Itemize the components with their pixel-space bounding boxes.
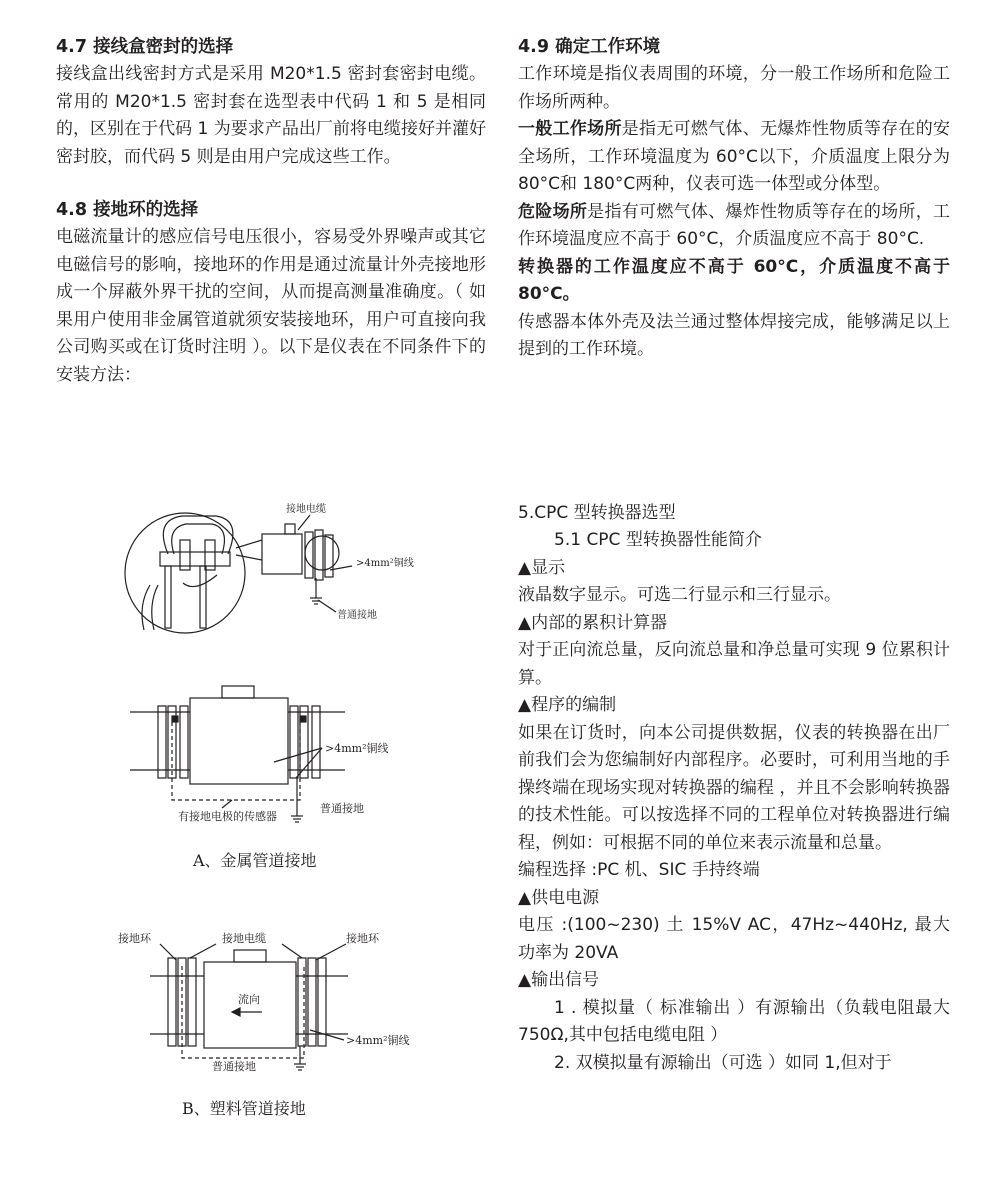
label-copper-wire: >4mm²铜线 (356, 558, 414, 569)
label-ground-cable-b: 接地电缆 (222, 932, 266, 945)
section-4-7-title: 4.7 接线盒密封的选择 (56, 37, 234, 57)
label-flow-direction: 流向 (238, 993, 260, 1006)
section-5-1-title: 5.1 CPC 型转换器性能简介 (554, 530, 762, 550)
section-4-9-p4: 转换器的工作温度应不高于 60°C，介质温度不高于 80°C。 (518, 256, 950, 304)
general-site-text: 是指无可燃气体、无爆炸性物质等存在的安全场所，工作环境温度为 60°C以下，介质温度上限分为 80°C和 180°C两种，仪表可选一体型或分体型。 (518, 119, 950, 194)
general-site-term: 一般工作场所 (518, 119, 622, 139)
label-ground-cable: 接地电缆 (286, 504, 326, 515)
section-4-8-body: 电磁流量计的感应信号电压很小，容易受外界噪声或其它电磁信号的影响，接地环的作用是通过流量计外壳接地形成一个屏蔽外界干扰的空间，从而提高测量准确度。（ 如果用户使用非金属管道就须安装接地环，用户可直接向我公司购买或在订货时注明 ）。以下是仪表在不同条件下的安装方法： (56, 227, 486, 385)
output-item-2: 2. 双模拟量有源输出（可选 ）如同 1,但对于 (554, 1052, 892, 1073)
section-4-9-p1: 工作环境是指仪表周围的环境，分一般工作场所和危险工作场所两种。 (518, 64, 950, 112)
section-4-7-body: 接线盒出线密封方式是采用 M20*1.5 密封套密封电缆。常用的 M20*1.5 密封套在选型表中代码 1 和 5 是相同的，区别在于代码 1 为要求产品出厂前将电缆接好并灌好密封胶，而代码 5 则是由用户完成这些工作。 (56, 64, 486, 167)
section-4-8-title: 4.8 接地环的选择 (56, 200, 199, 220)
label-sensor-with-electrode: 有接地电极的传感器 (178, 810, 277, 823)
accumulator-body: 对于正向流总量，反向流总量和净总量可实现 9 位累积计算。 (518, 640, 950, 688)
section-5-title: 5.CPC 型转换器选型 (518, 502, 676, 523)
ground-detail-figure (125, 513, 352, 633)
programming-body: 如果在订货时，向本公司提供数据，仪表的转换器在出厂前我们会为您编制好内部程序。必要时，可利用当地的手操终端在现场实现对转换器的编程 ，并且不会影响转换器的技术性能。可以按选择不同的工程单位对转换器进行编程，例如：可根据不同的单位来表示流量和总量。 (518, 722, 950, 853)
label-ordinary-ground-b: 普通接地 (212, 1060, 256, 1073)
hazard-site-text: 是指有可燃气体、爆炸性物质等存在的场所，工作环境温度应不高于 60°C，介质温度应不高于 80°C. (518, 201, 951, 249)
display-body: 液晶数字显示。可选二行显示和三行显示。 (518, 585, 841, 605)
power-heading: ▲供电电源 (518, 887, 600, 908)
section-4-9-p5: 传感器本体外壳及法兰通过整体焊接完成，能够满足以上提到的工作环境。 (518, 311, 950, 359)
label-ordinary-ground-a: 普通接地 (320, 802, 364, 815)
programming-selection: 编程选择 :PC 机、SIC 手持终端 (518, 860, 760, 880)
output-heading: ▲输出信号 (518, 970, 600, 990)
label-copper-wire-a: >4mm²铜线 (325, 742, 389, 755)
section-4-9-p3 (518, 199, 950, 254)
power-body: 电压 :(100~230) 土 15%V AC，47Hz~440Hz, 最大功率为 20VA (518, 915, 950, 963)
caption-plastic-pipe: B、塑料管道接地 (182, 1099, 306, 1118)
caption-metal-pipe: A、金属管道接地 (193, 851, 317, 870)
hazard-site-term: 危险场所 (518, 201, 588, 222)
label-ordinary-ground: 普通接地 (337, 610, 377, 621)
programming-heading: ▲程序的编制 (518, 695, 617, 715)
metal-pipe-figure (130, 686, 345, 822)
accumulator-heading: ▲内部的累积计算器 (518, 612, 668, 633)
display-heading: ▲显示 (518, 557, 566, 578)
label-ground-ring-left: 接地环 (118, 932, 151, 945)
label-copper-wire-b: >4mm²铜线 (346, 1034, 410, 1047)
output-item-1: 1 . 模拟量（ 标准输出 ）有源输出（负载电阻最大 750Ω,其中包括电缆电阻 ） (518, 997, 950, 1045)
section-4-9-title: 4.9 确定工作环境 (518, 37, 661, 57)
label-ground-ring-right: 接地环 (346, 932, 379, 945)
plastic-pipe-figure (150, 944, 348, 1070)
right-column (518, 34, 950, 1077)
section-4-9-p2 (518, 116, 950, 199)
